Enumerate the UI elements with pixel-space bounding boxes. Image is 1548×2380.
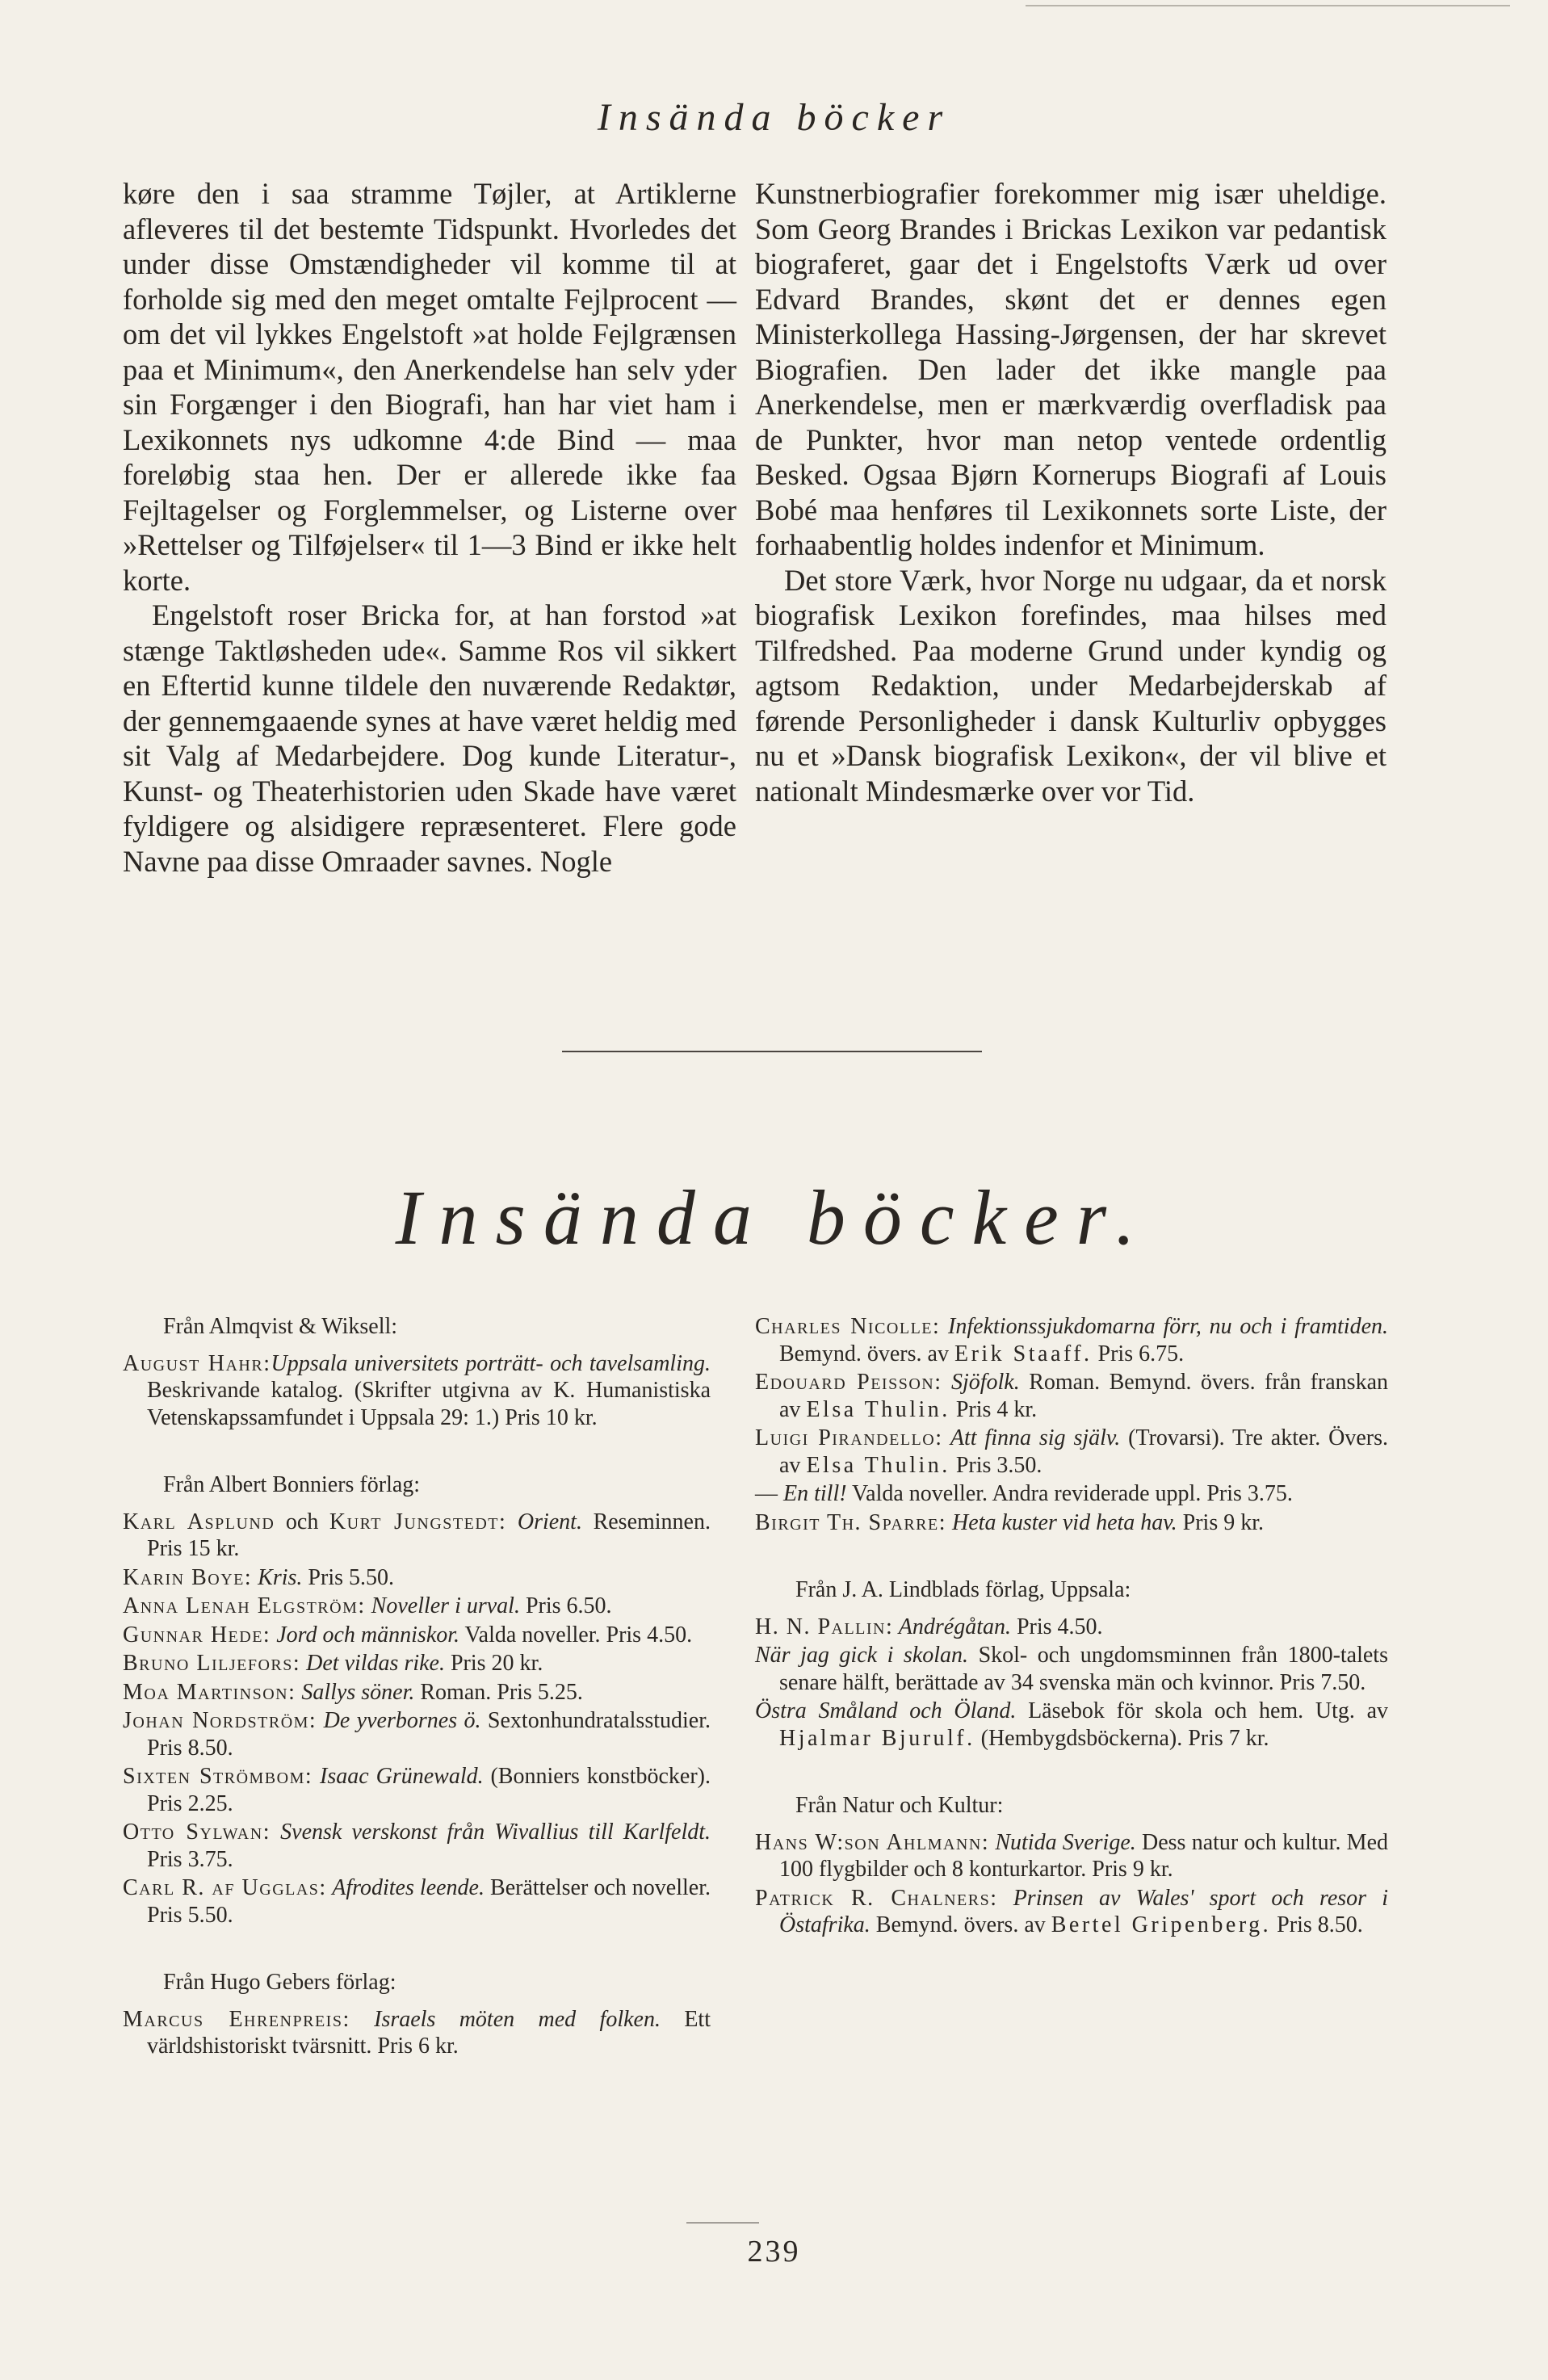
book-entry	[755, 1698, 1388, 1752]
book-author: Luigi Pirandello:	[755, 1425, 943, 1450]
book-price: (Hembygdsböckerna). Pris 7 kr.	[975, 1725, 1269, 1751]
book-title: Orient.	[506, 1509, 582, 1534]
section-divider	[562, 1051, 982, 1052]
book-author: H. N. Pallin:	[755, 1614, 894, 1639]
book-title: Infektionssjukdomarna förr, nu och i framtiden.	[940, 1314, 1388, 1339]
book-author: Bruno Liljefors:	[123, 1651, 301, 1676]
article-column-left	[123, 176, 736, 879]
book-details: Dess natur och kultur. Med 100 flygbilder och 8 konturkartor. Pris 9 kr.	[779, 1829, 1389, 1882]
book-author: Hans W:son Ahlmann:	[755, 1829, 990, 1855]
book-entry	[123, 1564, 711, 1592]
translator-name: Hjalmar Bjurulf.	[779, 1725, 975, 1751]
book-author: Birgit Th. Sparre:	[755, 1509, 947, 1535]
book-details: Pris 5.50.	[302, 1564, 394, 1590]
book-price: Pris 8.50.	[1271, 1912, 1363, 1937]
book-details: Pris 3.75.	[147, 1846, 233, 1872]
section-title: Insända böcker.	[395, 1174, 1153, 1261]
book-author: Carl R. af Ugglas:	[123, 1875, 327, 1900]
publisher-heading: Från Almqvist & Wiksell:	[163, 1314, 398, 1339]
book-title: Sallys söner.	[296, 1679, 415, 1705]
running-head: Insända böcker	[597, 96, 951, 139]
book-details: (Trovarsi). Tre akter. Övers. av	[779, 1425, 1388, 1478]
book-author: Johan Nordström:	[123, 1708, 317, 1733]
book-title: Nutida Sverige.	[989, 1829, 1136, 1855]
article-paragraph: Engelstoft roser Bricka for, at han forstod »at stænge Taktløsheden ude«. Samme Ros vil sikkert en Eftertid kunne tildele den nuværende Redaktør, der gennemgaaende synes at have været heldig med sit Valg af Medarbejdere. Dog kunde Literatur-, Kunst- og Theaterhistorien uden Skade have været fyldigere og alsidigere repræsenteret. Flere gode Navne paa disse Omraader savnes. Nogle	[123, 598, 736, 878]
list-gap	[755, 1538, 1388, 1576]
book-details: Pris 9 kr.	[1177, 1509, 1264, 1535]
book-author: Charles Nicolle:	[755, 1314, 941, 1339]
book-details: Bemynd. övers. av	[779, 1341, 954, 1366]
book-author: Marcus Ehrenpreis:	[123, 2006, 350, 2032]
book-author: Sixten Strömbom:	[123, 1764, 313, 1789]
book-author: Karl Asplund	[123, 1509, 275, 1534]
book-list-right	[755, 1313, 1388, 1941]
book-entry	[123, 1650, 711, 1677]
book-title: När jag gick i skolan.	[755, 1643, 969, 1668]
book-author: Edouard Peisson:	[755, 1370, 942, 1395]
book-details: Berättelser och noveller. Pris 5.50.	[147, 1875, 711, 1928]
book-entry	[123, 1707, 711, 1761]
book-price: Pris 6.75.	[1092, 1341, 1185, 1366]
book-title: Att finna sig själv.	[942, 1425, 1121, 1450]
book-title: Kris.	[252, 1564, 303, 1590]
translator-name: Elsa Thulin.	[806, 1452, 950, 1478]
book-entry	[755, 1369, 1388, 1423]
book-entry	[755, 1509, 1388, 1537]
book-details: Pris 6.50.	[519, 1593, 612, 1618]
book-details: Pris 4.50.	[1010, 1614, 1103, 1639]
translator-name: Erik Staaff.	[954, 1341, 1093, 1366]
book-details: Roman. Bemynd. övers. från franskan av	[779, 1370, 1389, 1422]
article-paragraph: Kunstnerbiografier forekommer mig især uheldige. Som Georg Brandes i Brickas Lexikon var pedantisk biograferet, gaar det i Engelstofts Værk ud over Edvard Brandes, skønt det er dennes egen Ministerkollega Hassing-Jørgensen, der har skrevet Biografien. Den lader det ikke mangle paa Anerkendelse, men er mærkværdig overfladisk paa de Punkter, hvor man netop ventede ordentlig Besked. Ogsaa Bjørn Kornerups Biografi af Louis Bobé maa henføres til Lexikonnets sorte Liste, der forhaabentlig holdes indenfor et Minimum.	[755, 177, 1386, 561]
book-title: Östra Småland och Öland.	[755, 1698, 1017, 1723]
book-entry	[123, 1593, 711, 1620]
page-number: 239	[747, 2235, 801, 2269]
book-title: Det vildas rike.	[300, 1651, 445, 1676]
book-author: Kurt Jungstedt:	[329, 1509, 507, 1534]
book-author: Gunnar Hede:	[123, 1622, 271, 1648]
book-author: Karin Boye:	[123, 1564, 253, 1590]
book-entry	[123, 1350, 711, 1432]
book-title: Svensk verskonst från Wivallius till Karlfeldt.	[270, 1820, 711, 1845]
list-gap	[123, 1433, 711, 1471]
book-author: Otto Sylwan:	[123, 1820, 271, 1845]
translator-name: Elsa Thulin.	[806, 1396, 950, 1422]
book-details: Bemynd. övers. av	[870, 1912, 1051, 1937]
book-entry	[755, 1313, 1388, 1367]
book-entry	[755, 1425, 1388, 1479]
article-paragraph: Det store Værk, hvor Norge nu udgaar, da et norsk biografisk Lexikon forefindes, maa hilses med Tilfredshed. Paa moderne Grund under kyndig og agtsom Redaktion, under Medarbejderskab af førende Personligheder i dansk Kulturliv opbygges nu et »Dansk biografisk Lexikon«, der vil blive et nationalt Mindesmærke over vor Tid.	[755, 563, 1386, 808]
book-title: Isaac Grünewald.	[313, 1764, 484, 1789]
book-entry	[755, 1885, 1388, 1939]
book-list-left	[123, 1313, 711, 2062]
book-title: Heta kuster vid heta hav.	[946, 1509, 1177, 1535]
book-entry	[755, 1829, 1388, 1883]
article-column-right	[755, 176, 1386, 808]
book-details: Valda noveller. Pris 4.50.	[459, 1622, 693, 1648]
book-details: Pris 20 kr.	[444, 1651, 543, 1676]
list-gap	[755, 1753, 1388, 1792]
book-details: Roman. Pris 5.25.	[414, 1679, 583, 1705]
book-author: August Hahr:	[123, 1350, 271, 1376]
book-entry	[123, 2006, 711, 2060]
book-entry	[123, 1679, 711, 1706]
book-title: Prinsen av Wales' sport och resor i Östafrika.	[779, 1885, 1389, 1937]
top-edge-rule	[1026, 5, 1510, 6]
book-details: Beskrivande katalog. (Skrifter utgivna av K. Humanistiska Vetenskapssamfundet i Uppsala 29: 1.) Pris 10 kr.	[147, 1378, 711, 1430]
book-title: Jord och människor.	[271, 1622, 460, 1648]
book-title: De yverbornes ö.	[317, 1708, 481, 1733]
book-author: Patrick R. Chalners:	[755, 1885, 998, 1911]
book-entry	[755, 1614, 1388, 1641]
publisher-heading: Från Hugo Gebers förlag:	[163, 1970, 396, 1995]
author-conjunction: och	[275, 1509, 329, 1534]
book-entry	[123, 1874, 711, 1929]
book-details: Valda noveller. Andra reviderade uppl. Pris 3.75.	[846, 1481, 1293, 1506]
book-details: (Bonniers konstböcker). Pris 2.25.	[147, 1764, 711, 1816]
book-author: Moa Martinson:	[123, 1679, 296, 1705]
book-entry	[755, 1642, 1388, 1696]
list-gap	[123, 1930, 711, 1969]
book-entry	[755, 1480, 1388, 1508]
publisher-heading: Från Natur och Kultur:	[795, 1793, 1004, 1818]
book-entry	[123, 1622, 711, 1649]
book-entry	[123, 1763, 711, 1817]
publisher-heading: Från J. A. Lindblads förlag, Uppsala:	[795, 1577, 1131, 1602]
article-paragraph: køre den i saa stramme Tøjler, at Artiklerne afleveres til det bestemte Tidspunkt. Hvorledes det under disse Omstændigheder vil komme til at forholde sig med den meget omtalte Fejlprocent — om det vil lykkes Engelstoft »at holde Fejlgrænsen paa et Minimum«, den Anerkendelse han selv yder sin Forgænger i den Biografi, han har viet ham i Lexikonnets nys udkomne 4:de Bind — maa foreløbig staa hen. Der er allerede ikke faa Fejltagelser og Forglemmelser, og Listerne over »Rettelser og Tilføjelser« til 1—3 Bind er ikke helt korte.	[123, 177, 736, 597]
book-title: Noveller i urval.	[365, 1593, 520, 1618]
translator-name: Bertel Gripenberg.	[1051, 1912, 1272, 1937]
publisher-heading: Från Albert Bonniers förlag:	[163, 1472, 421, 1497]
book-details: Skol- och ungdomsminnen från 1800-talets senare hälft, berättade av 34 svenska män och kvinnor. Pris 7.50.	[779, 1643, 1388, 1695]
book-title: En till!	[783, 1481, 847, 1506]
book-author: Anna Lenah Elgström:	[123, 1593, 366, 1618]
book-details: Reseminnen. Pris 15 kr.	[147, 1509, 711, 1561]
book-title: Uppsala universitets porträtt- och tavelsamling.	[271, 1350, 711, 1376]
book-entry	[123, 1509, 711, 1563]
book-details: Läsebok för skola och hem. Utg. av	[1016, 1698, 1388, 1723]
book-title: Afrodites leende.	[326, 1875, 485, 1900]
book-title: Andrégåtan.	[893, 1614, 1011, 1639]
book-details: Ett världshistoriskt tvärsnitt. Pris 6 kr.	[147, 2006, 711, 2059]
book-details: Sextonhundratalsstudier. Pris 8.50.	[147, 1708, 711, 1761]
book-price: Pris 4 kr.	[950, 1396, 1038, 1422]
entry-prefix: —	[755, 1481, 783, 1506]
book-entry	[123, 1819, 711, 1873]
book-title: Israels möten med folken.	[350, 2006, 661, 2032]
book-title: Sjöfolk.	[942, 1370, 1020, 1395]
book-price: Pris 3.50.	[950, 1452, 1042, 1478]
